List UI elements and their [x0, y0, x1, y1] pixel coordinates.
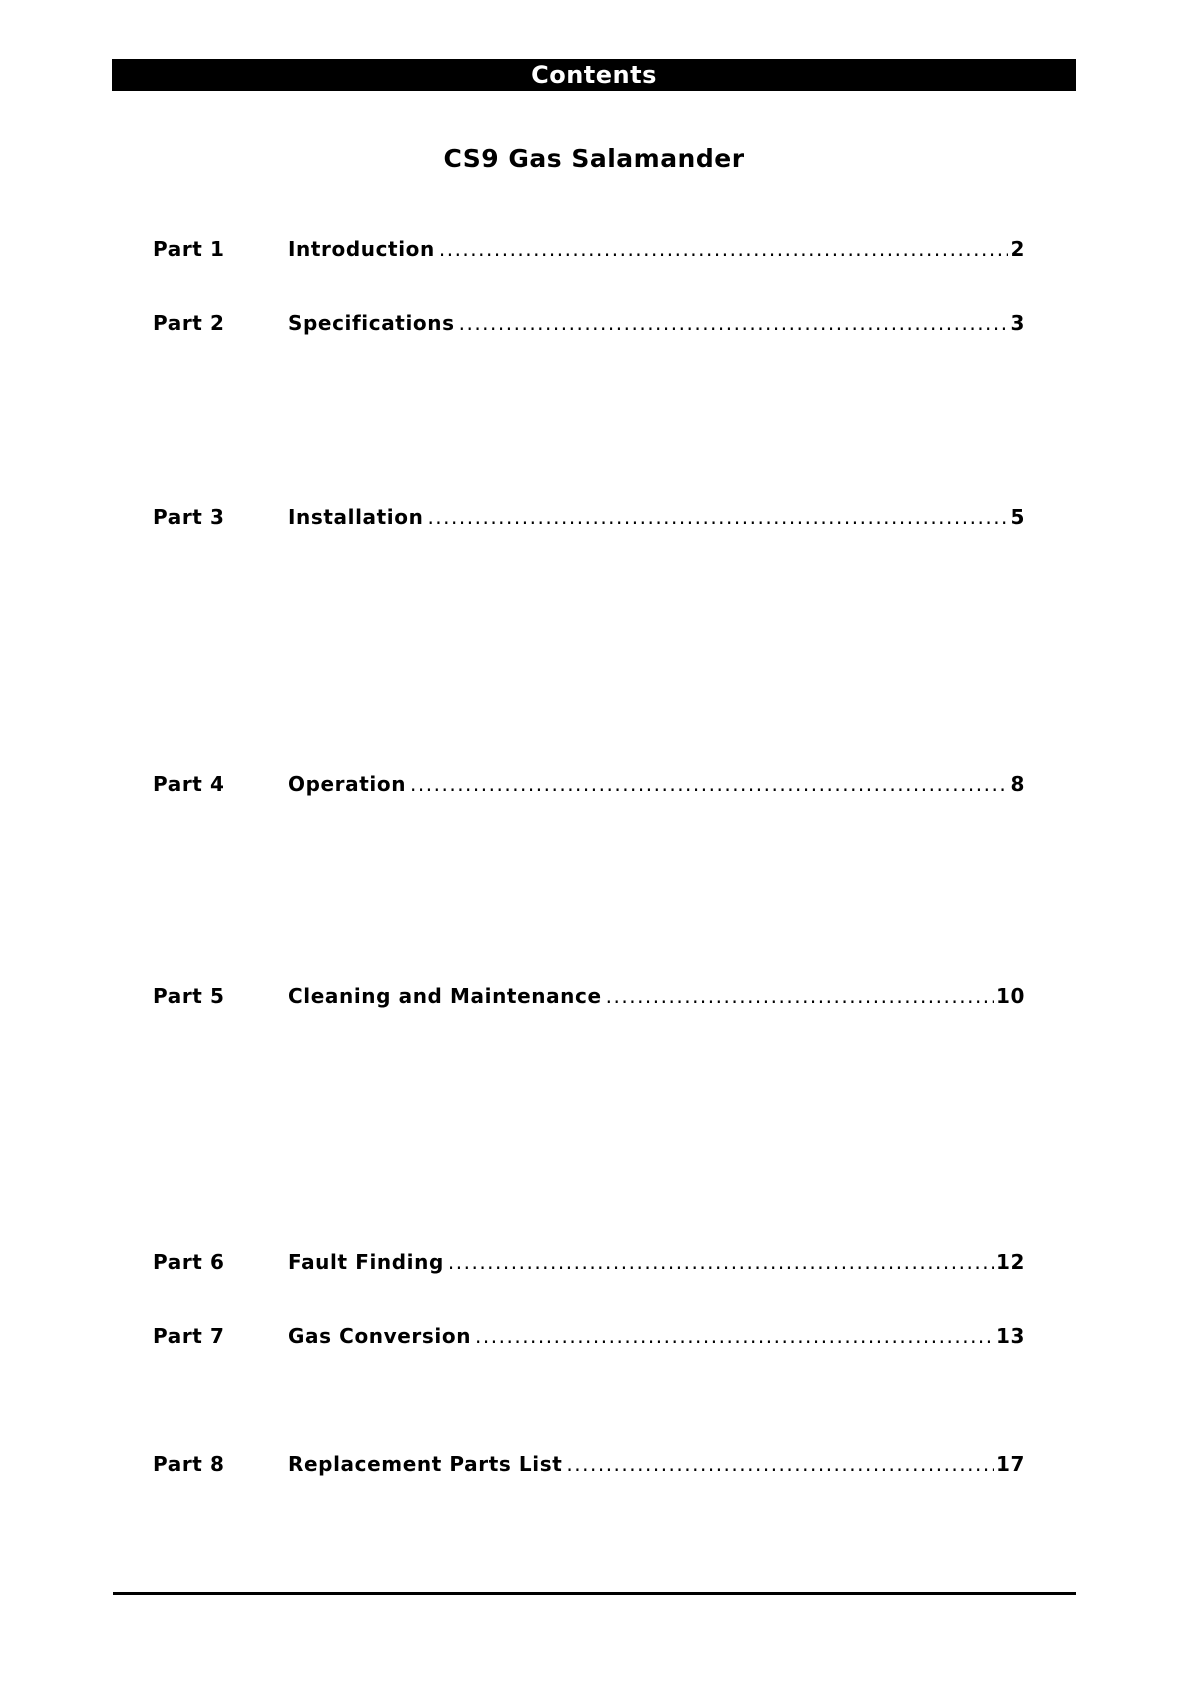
toc-title[interactable]: Cleaning and Maintenance — [288, 984, 602, 1008]
toc-part-label: Part 6 — [153, 1250, 225, 1274]
toc-part-label: Part 8 — [153, 1452, 225, 1476]
toc-page-number: 13 — [995, 1324, 1025, 1348]
contents-heading: Contents — [531, 61, 657, 89]
contents-header-bar — [112, 59, 1076, 91]
toc-title[interactable]: Replacement Parts List — [288, 1452, 563, 1476]
toc-dot-leader — [448, 1247, 994, 1277]
toc-entry-part-7[interactable] — [153, 1321, 1025, 1351]
toc-page-number: 10 — [995, 984, 1025, 1008]
toc-entry-part-1[interactable] — [153, 234, 1025, 264]
toc-dot-leader — [475, 1321, 994, 1351]
toc-part-label: Part 4 — [153, 772, 225, 796]
toc-page-number: 5 — [1010, 505, 1025, 529]
toc-part-label: Part 2 — [153, 311, 225, 335]
toc-page-number: 17 — [995, 1452, 1025, 1476]
toc-title[interactable]: Specifications — [288, 311, 455, 335]
toc-dot-leader — [566, 1449, 994, 1479]
toc-dot-leader — [459, 308, 1009, 338]
document-title: CS9 Gas Salamander — [443, 144, 745, 173]
toc-entry-part-3[interactable] — [153, 502, 1025, 532]
toc-title[interactable]: Gas Conversion — [288, 1324, 472, 1348]
toc-entry-part-6[interactable] — [153, 1247, 1025, 1277]
toc-part-label: Part 3 — [153, 505, 225, 529]
toc-part-label: Part 5 — [153, 984, 225, 1008]
toc-entry-part-5[interactable] — [153, 981, 1025, 1011]
toc-title[interactable]: Fault Finding — [288, 1250, 444, 1274]
toc-entry-part-8[interactable] — [153, 1449, 1025, 1479]
toc-dot-leader — [606, 981, 994, 1011]
toc-title[interactable]: Operation — [288, 772, 407, 796]
toc-dot-leader — [439, 234, 1009, 264]
toc-page-number: 8 — [1010, 772, 1025, 796]
toc-part-label: Part 7 — [153, 1324, 225, 1348]
footer-divider — [113, 1592, 1076, 1595]
toc-page-number: 3 — [1010, 311, 1025, 335]
toc-entry-part-2[interactable] — [153, 308, 1025, 338]
toc-part-label: Part 1 — [153, 237, 225, 261]
toc-page-number: 12 — [995, 1250, 1025, 1274]
toc-page-number: 2 — [1010, 237, 1025, 261]
toc-entry-part-4[interactable] — [153, 769, 1025, 799]
toc-title[interactable]: Introduction — [288, 237, 435, 261]
toc-title[interactable]: Installation — [288, 505, 424, 529]
toc-dot-leader — [410, 769, 1008, 799]
toc-dot-leader — [427, 502, 1008, 532]
